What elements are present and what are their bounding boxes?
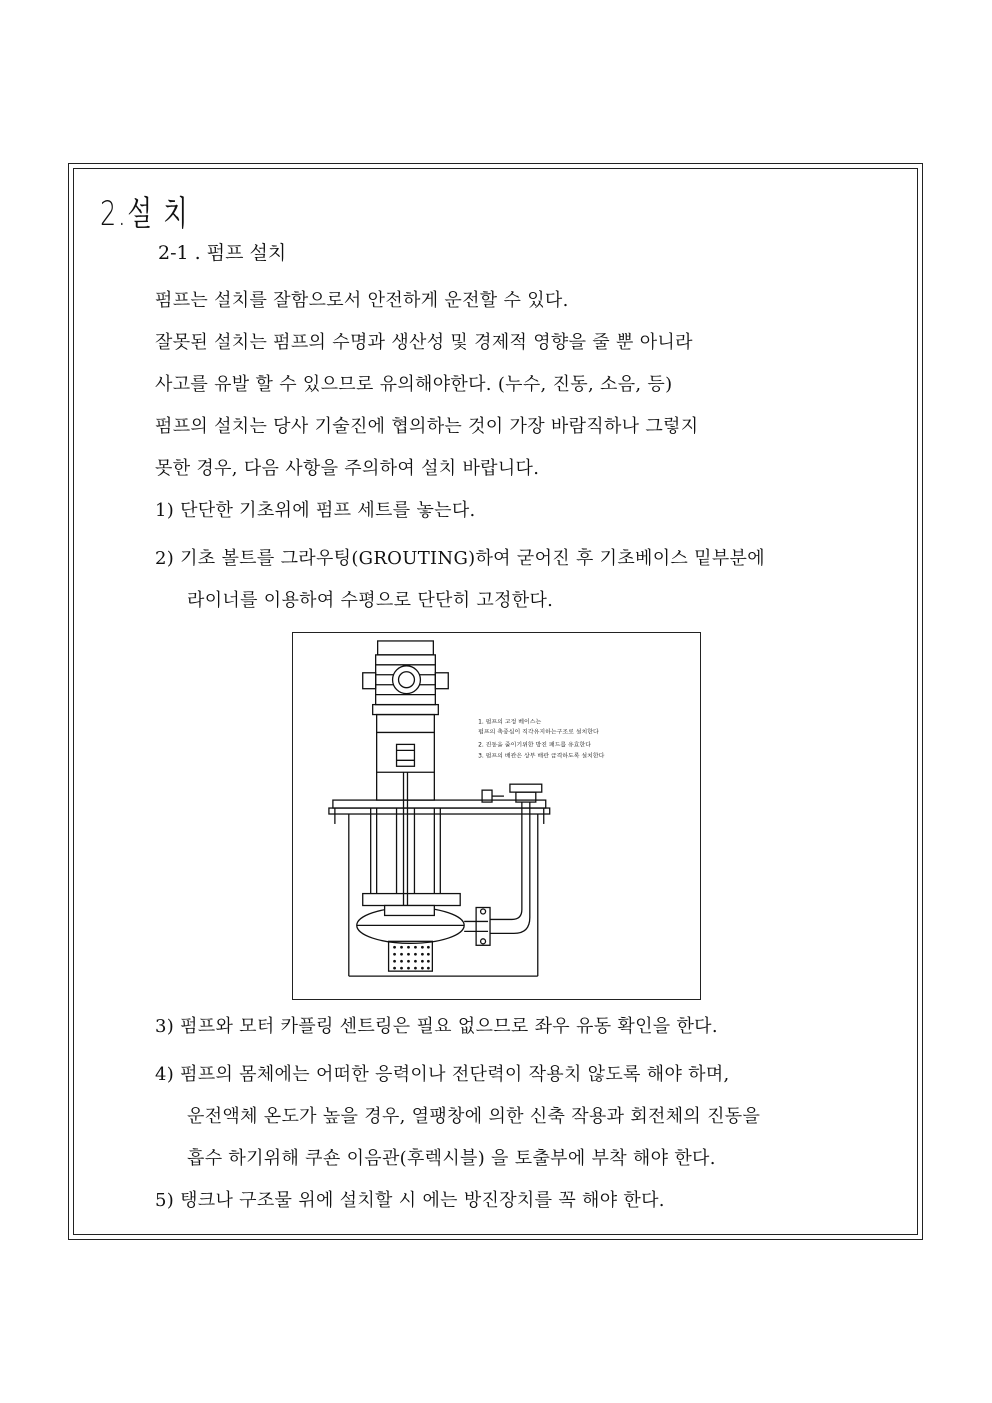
intro-line: 펌프의 설치는 당사 기술진에 협의하는 것이 가장 바람직하나 그렇지 [155, 416, 699, 437]
list-item-continuation: 흡수 하기위해 쿠숀 이음관(후렉시블) 을 토출부에 부착 해야 한다. [187, 1148, 716, 1169]
pump-installation-drawing [292, 632, 701, 1000]
list-item-continuation: 라이너를 이용하여 수평으로 단단히 고정한다. [187, 590, 554, 611]
intro-line: 못한 경우, 다음 사항을 주의하여 설치 바랍니다. [155, 458, 540, 479]
list-item: 3) 펌프와 모터 카플링 센트링은 필요 없으므로 좌우 유동 확인을 한다. [155, 1016, 718, 1037]
subsection-title: 2-1 . 펌프 설치 [158, 242, 287, 264]
section-title: 2.설 치 [100, 194, 190, 234]
drawing-note: 펌프의 축중심이 직각유지하는구조로 설치한다 [478, 728, 599, 736]
list-item-continuation: 운전액체 온도가 높을 경우, 열팽창에 의한 신축 작용과 회전체의 진동을 [187, 1106, 761, 1127]
list-item: 2) 기초 볼트를 그라우팅(GROUTING)하여 굳어진 후 기초베이스 밑부분에 [155, 548, 765, 569]
list-item: 4) 펌프의 몸체에는 어떠한 응력이나 전단력이 작용치 않도록 해야 하며, [155, 1064, 730, 1085]
list-item: 1) 단단한 기초위에 펌프 세트를 놓는다. [155, 500, 476, 521]
intro-line: 사고를 유발 할 수 있으므로 유의해야한다. (누수, 진동, 소음, 등) [155, 374, 673, 395]
intro-line: 펌프는 설치를 잘함으로서 안전하게 운전할 수 있다. [155, 290, 569, 311]
drawing-note: 1. 펌프의 고정 베이스는 [478, 718, 542, 726]
drawing-note: 2. 진동을 줄이기위한 방진 패드를 유효한다 [478, 741, 592, 749]
drawing-note: 3. 펌프의 배관은 상부 배관 급격하도록 설치한다 [478, 752, 605, 760]
list-item: 5) 탱크나 구조물 위에 설치할 시 에는 방진장치를 꼭 해야 한다. [155, 1190, 665, 1211]
intro-line: 잘못된 설치는 펌프의 수명과 생산성 및 경제적 영향을 줄 뿐 아니라 [155, 332, 693, 353]
